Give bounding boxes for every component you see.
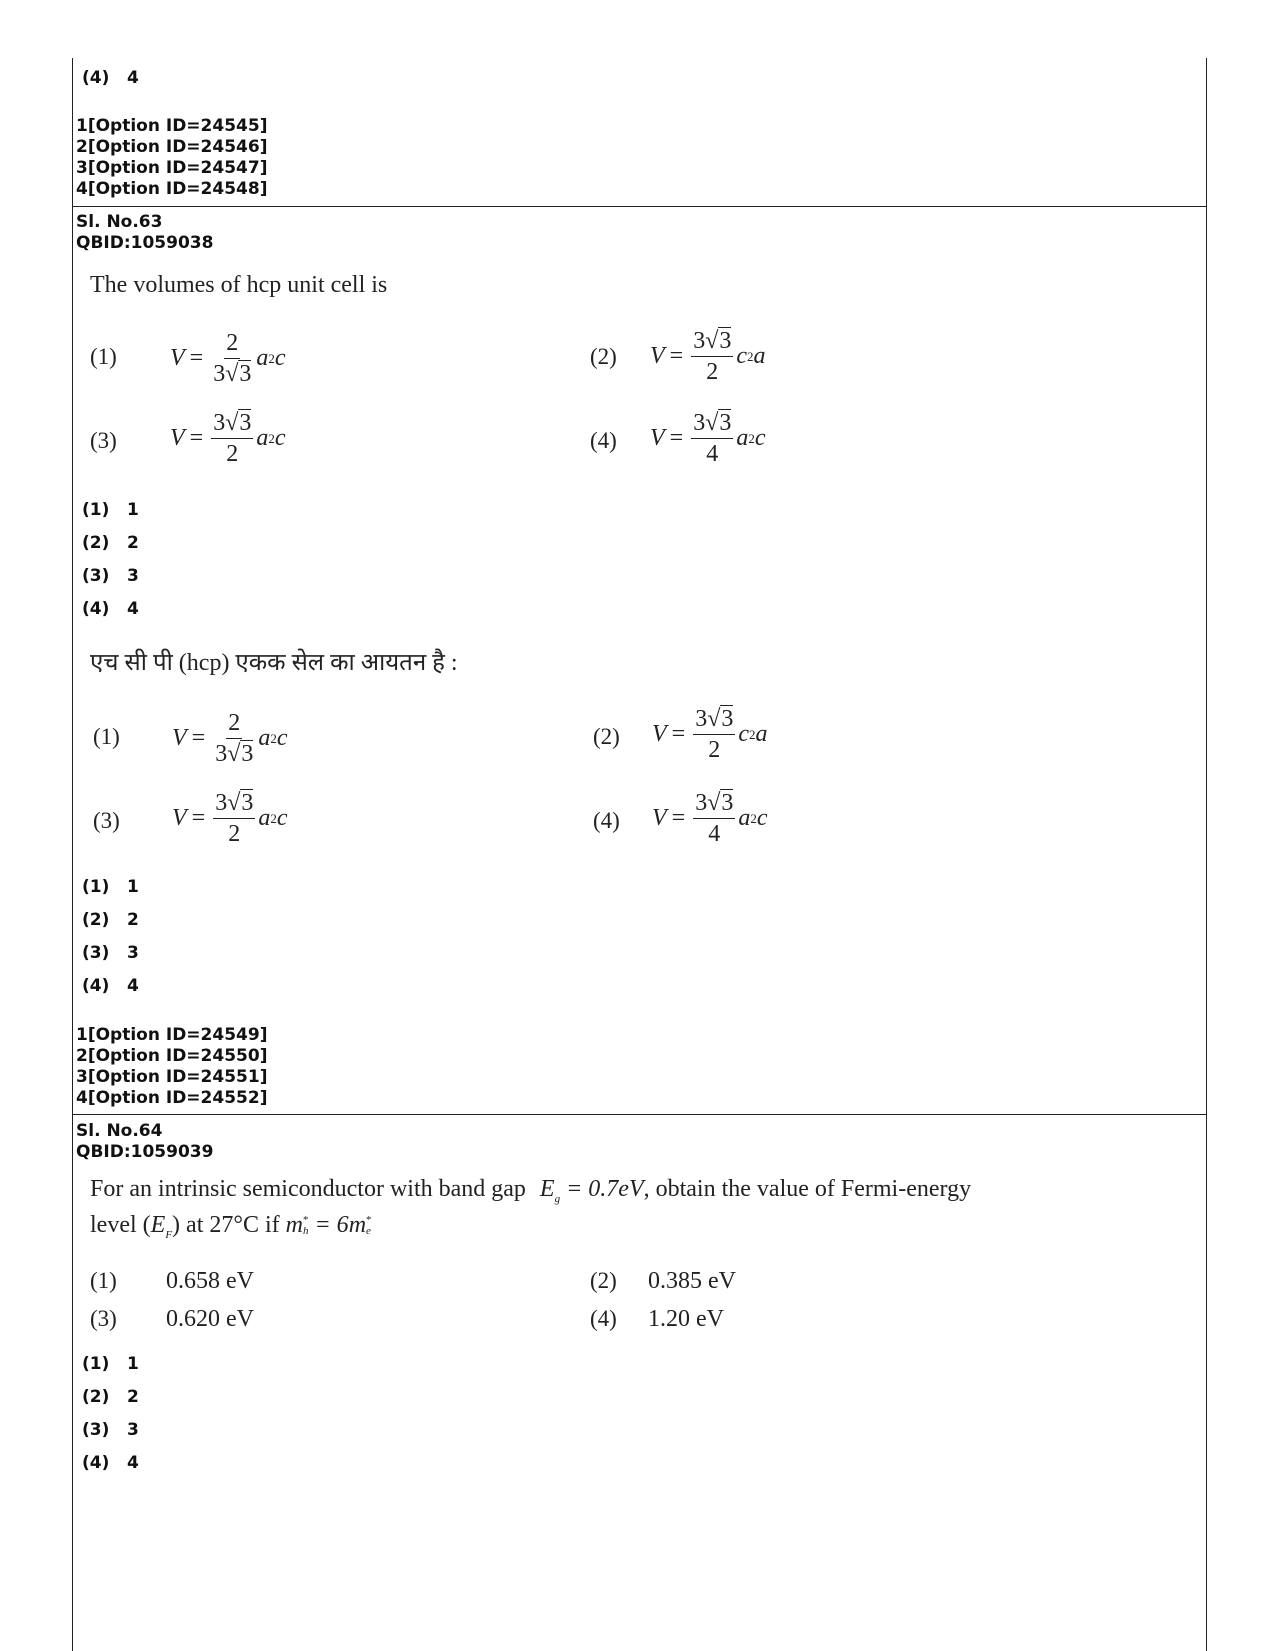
option-label: (4) <box>590 428 617 453</box>
formula-option-2-hindi: V = $\frac{3√3}{2}$ c 2 a <box>652 706 768 763</box>
option-label: (3) <box>90 1306 117 1331</box>
option-text: 0.620 eV <box>166 1306 254 1332</box>
option-id: 2[Option ID=24546] <box>76 137 268 157</box>
formula-option-3: V = $\frac{3√3}{2}$ a 2 c <box>170 410 286 467</box>
formula-option-4: V = $\frac{3√3}{4}$ a 2 c <box>650 410 766 467</box>
formula-option-1: V = $\frac{2}{3√3}$ a 2 c <box>170 330 286 387</box>
option-id: 1[Option ID=24545] <box>76 116 268 136</box>
answer-row: (4) 4 <box>82 1453 139 1473</box>
serial-number: Sl. No.63 <box>76 212 163 232</box>
option-label: (2) <box>590 344 617 369</box>
option-id: 4[Option ID=24552] <box>76 1088 268 1108</box>
answer-row: (2) 2 <box>82 910 139 930</box>
answer-row: (3) 3 <box>82 1420 139 1440</box>
option-label: (1) <box>90 1268 117 1293</box>
question-id: QBID:1059038 <box>76 233 214 253</box>
option-label: (1) <box>93 724 120 749</box>
question-header <box>76 1121 213 1163</box>
serial-number: Sl. No.64 <box>76 1121 163 1141</box>
answer-row: (2) 2 <box>82 533 139 553</box>
answer-row: (3) 3 <box>82 566 139 586</box>
divider <box>72 206 1207 207</box>
option-text: 0.385 eV <box>648 1268 736 1294</box>
question-text: The volumes of hcp unit cell is <box>90 272 388 298</box>
option-text: 0.658 eV <box>166 1268 254 1294</box>
answer-row: (1) 1 <box>82 500 139 520</box>
option-id-list <box>76 116 267 200</box>
option-id: 2[Option ID=24550] <box>76 1046 268 1066</box>
answer-row: (4) 4 <box>82 976 139 996</box>
divider <box>72 1114 1207 1115</box>
option-label: (3) <box>93 808 120 833</box>
option-label: (4) <box>590 1306 617 1331</box>
answer-row: (3) 3 <box>82 943 139 963</box>
question-text: For an intrinsic semiconductor with band gap $E_g = 0.7eV$, obtain the value of Fermi-energy <box>90 1176 972 1205</box>
option-label: (4) <box>593 808 620 833</box>
option-label: (2) <box>593 724 620 749</box>
answer-value: 4 <box>127 68 139 88</box>
question-text-line2: level $(E_F)$ at 27°C if m * h = 6m * e <box>90 1212 372 1241</box>
option-id: 4[Option ID=24548] <box>76 179 268 199</box>
formula-option-1-hindi: V = $\frac{2}{3√3}$ a 2 c <box>172 710 288 767</box>
answer-row: (4) 4 <box>82 599 139 619</box>
option-id: 3[Option ID=24551] <box>76 1067 268 1087</box>
answer-row: (2) 2 <box>82 1387 139 1407</box>
option-label: (3) <box>90 428 117 453</box>
question-header <box>76 212 213 254</box>
option-id: 1[Option ID=24549] <box>76 1025 268 1045</box>
formula-option-3-hindi: V = $\frac{3√3}{2}$ a 2 c <box>172 790 288 847</box>
answer-row: (1) 1 <box>82 1354 139 1374</box>
formula-option-4-hindi: V = $\frac{3√3}{4}$ a 2 c <box>652 790 768 847</box>
option-id: 3[Option ID=24547] <box>76 158 268 178</box>
option-id-list <box>76 1025 267 1109</box>
formula-option-2: V = $\frac{3√3}{2}$ c 2 a <box>650 328 766 385</box>
question-id: QBID:1059039 <box>76 1142 214 1162</box>
option-text: 1.20 eV <box>648 1306 724 1332</box>
answer-label: (4) <box>82 68 110 88</box>
option-label: (1) <box>90 344 117 369</box>
option-label: (2) <box>590 1268 617 1293</box>
question-text-hindi: एच सी पी (hcp) एकक सेल का आयतन है : <box>90 650 458 676</box>
answer-row <box>82 68 139 88</box>
answer-row: (1) 1 <box>82 877 139 897</box>
